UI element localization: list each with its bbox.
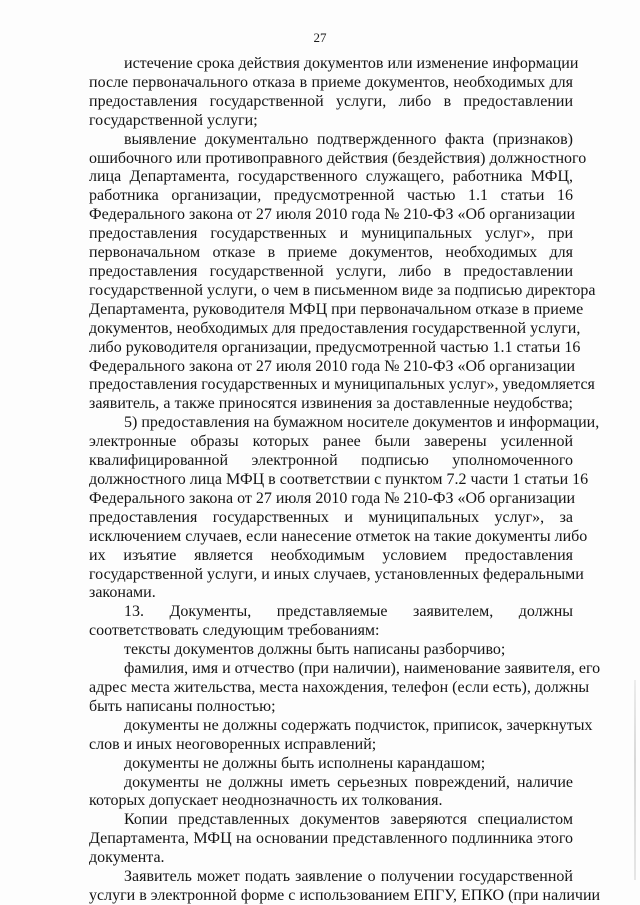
- text-line: Федерального закона от 27 июля 2010 года № 210-ФЗ «Об организации: [89, 490, 576, 507]
- text-line: государственной услуги, и иных случаев, установленных федеральными: [89, 566, 584, 583]
- text-line: слов и иных неоговоренных исправлений;: [89, 736, 377, 753]
- text-line: предоставления государственных и муниципальных услуг», уведомляется: [89, 376, 595, 393]
- text-line: фамилия, имя и отчество (при наличии), наименование заявителя, его: [124, 660, 601, 677]
- text-line: Департамента, МФЦ на основании представленного подлинника этого: [89, 830, 573, 847]
- text-line: лица Департамента, государственного служащего, работника МФЦ,: [89, 168, 573, 185]
- text-line: государственной услуги;: [89, 112, 258, 129]
- text-line: истечение срока действия документов или изменение информации: [124, 55, 579, 72]
- text-line: Копии представленных документов заверяются специалистом: [124, 811, 573, 828]
- text-line: исключением случаев, если нанесение отметок на такие документы либо: [89, 528, 588, 545]
- text-line: соответствовать следующим требованиям:: [89, 622, 380, 639]
- text-line: первоначальном отказе в приеме документов, необходимых для: [89, 244, 573, 261]
- text-line: либо руководителя организации, предусмотренной частью 1.1 статьи 16: [89, 339, 581, 356]
- text-line: их изъятие является необходимым условием предоставления: [89, 547, 573, 564]
- text-line: которых допускает неоднозначность их толкования.: [89, 792, 443, 809]
- text-line: документы не должны содержать подчисток, приписок, зачеркнутых: [124, 717, 593, 734]
- text-line: должностного лица МФЦ в соответствии с пунктом 7.2 части 1 статьи 16: [89, 471, 589, 488]
- text-line: тексты документов должны быть написаны разборчиво;: [124, 641, 506, 658]
- text-line: Федерального закона от 27 июля 2010 года № 210-ФЗ «Об организации: [89, 358, 576, 375]
- text-line: предоставления государственной услуги, либо в предоставлении: [89, 263, 573, 280]
- section-13-heading-line: 13. Документы, представляемые заявителем, должны: [124, 603, 573, 620]
- text-line: заявитель, а также приносятся извинения за доставленные неудобства;: [89, 395, 573, 412]
- text-line: государственной услуги, о чем в письменном виде за подписью директора: [89, 282, 596, 299]
- text-line: документов, необходимых для предоставления государственной услуги,: [89, 320, 581, 337]
- text-line: документа.: [89, 849, 165, 866]
- text-line: выявление документально подтвержденного факта (признаков): [124, 131, 573, 148]
- text-line: Заявитель может подать заявление о получении государственной: [124, 868, 573, 885]
- page-number: 27: [313, 30, 327, 45]
- text-line: работника организации, предусмотренной частью 1.1 статьи 16: [89, 187, 573, 204]
- text-line: 5) предоставления на бумажном носителе документов и информации,: [124, 414, 600, 431]
- text-line: электронные образы которых ранее были заверены усиленной: [89, 433, 573, 450]
- text-line: документы не должны иметь серьезных повреждений, наличие: [124, 774, 573, 791]
- text-line: после первоначального отказа в приеме документов, необходимых для: [89, 74, 573, 91]
- text-line: адрес места жительства, места нахождения, телефон (если есть), должны: [89, 679, 590, 696]
- text-line: ошибочного или противоправного действия (бездействия) должностного: [89, 150, 587, 167]
- text-line: квалифицированной электронной подписью уполномоченного: [89, 452, 573, 469]
- text-line: предоставления государственных и муниципальных услуг», за: [89, 509, 573, 526]
- text-line: услуги в электронной форме с использованием ЕПГУ, ЕПКО (при наличии: [89, 887, 601, 904]
- scan-edge-shadow: [634, 680, 636, 880]
- text-line: законами.: [89, 584, 156, 601]
- text-line: документы не должны быть исполнены карандашом;: [124, 755, 486, 772]
- text-line: быть написаны полностью;: [89, 698, 276, 715]
- text-line: предоставления государственных и муниципальных услуг», при: [89, 225, 573, 242]
- text-line: предоставления государственной услуги, либо в предоставлении: [89, 93, 573, 110]
- text-line: Департамента, руководителя МФЦ при первоначальном отказе в приеме: [89, 301, 584, 318]
- text-line: Федерального закона от 27 июля 2010 года № 210-ФЗ «Об организации: [89, 206, 576, 223]
